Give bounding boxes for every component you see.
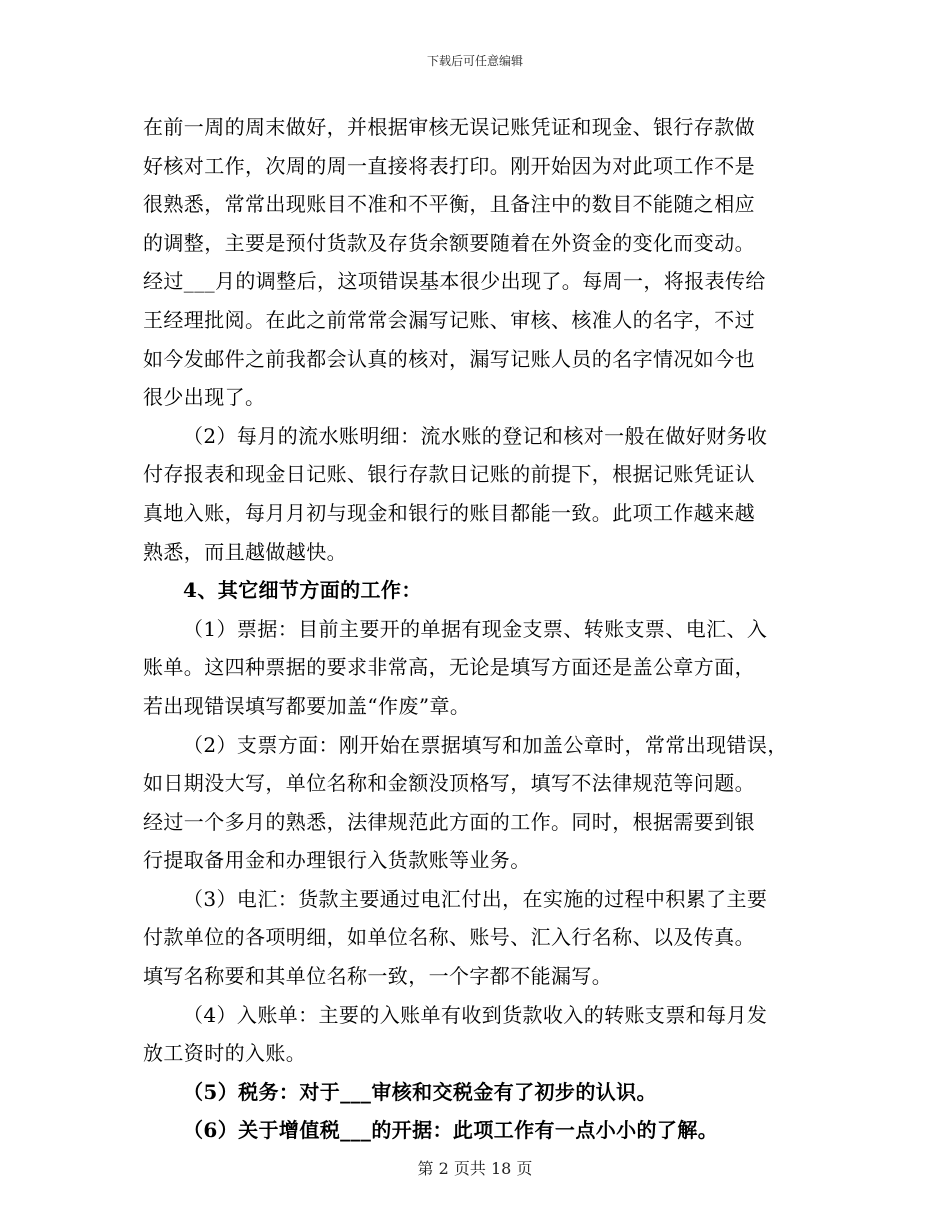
document-body xyxy=(143,108,833,1150)
text-line: （1）票据：目前主要开的单据有现金支票、转账支票、电汇、入 xyxy=(183,616,768,641)
text-line: （3）电汇：货款主要通过电汇付出，在实施的过程中积累了主要 xyxy=(183,886,768,911)
text-line: 经过一个多月的熟悉，法律规范此方面的工作。同时，根据需要到银 xyxy=(143,809,755,834)
text-line: 填写名称要和其单位名称一致，一个字都不能漏写。 xyxy=(143,964,613,989)
text-line: （6）关于增值税___的开据：此项工作有一点小小的了解。 xyxy=(183,1118,719,1143)
text-line: （2）每月的流水账明细：流水账的登记和核对一般在做好财务收 xyxy=(183,423,768,448)
text-line: 很少出现了。 xyxy=(143,385,266,410)
text-line: 行提取备用金和办理银行入货款账等业务。 xyxy=(143,848,531,873)
page-footer: 第 2 页共 18 页 xyxy=(417,1159,533,1178)
page-header: 下载后可任意编辑 xyxy=(426,54,523,68)
text-line: 付存报表和现金日记账、银行存款日记账的前提下，根据记账凭证认 xyxy=(143,462,755,487)
text-line: （2）支票方面：刚开始在票据填写和加盖公章时，常常出现错误， xyxy=(183,732,788,757)
text-line: 如今发邮件之前我都会认真的核对，漏写记账人员的名字情况如今也 xyxy=(143,346,755,371)
text-line: 放工资时的入账。 xyxy=(143,1041,307,1066)
text-line: 付款单位的各项明细，如单位名称、账号、汇入行名称、以及传真。 xyxy=(143,925,755,950)
text-line: 真地入账，每月月初与现金和银行的账目都能一致。此项工作越来越 xyxy=(143,500,755,525)
text-line: 王经理批阅。在此之前常常会漏写记账、审核、核准人的名字，不过 xyxy=(143,307,755,332)
text-line: 账单。这四种票据的要求非常高，无论是填写方面还是盖公章方面， xyxy=(143,655,755,680)
text-line: 若出现错误填写都要加盖“作废”章。 xyxy=(143,693,471,718)
text-line: （5）税务：对于___审核和交税金有了初步的认识。 xyxy=(183,1079,657,1104)
text-line: 在前一周的周末做好，并根据审核无误记账凭证和现金、银行存款做 xyxy=(143,115,755,139)
text-line: 很熟悉，常常出现账目不准和不平衡，且备注中的数目不能随之相应 xyxy=(143,192,755,217)
text-line: 好核对工作，次周的周一直接将表打印。刚开始因为对此项工作不是 xyxy=(143,153,755,178)
text-line: 经过___月的调整后，这项错误基本很少出现了。每周一，将报表传给 xyxy=(143,269,766,294)
text-line: 如日期没大写，单位名称和金额没顶格写，填写不法律规范等问题。 xyxy=(143,771,755,796)
text-line: 4、其它细节方面的工作： xyxy=(183,578,422,603)
text-line: 熟悉，而且越做越快。 xyxy=(143,539,347,564)
text-line: 的调整，主要是预付货款及存货余额要随着在外资金的变化而变动。 xyxy=(143,230,755,255)
text-line: （4）入账单：主要的入账单有收到货款收入的转账支票和每月发 xyxy=(183,1002,768,1027)
